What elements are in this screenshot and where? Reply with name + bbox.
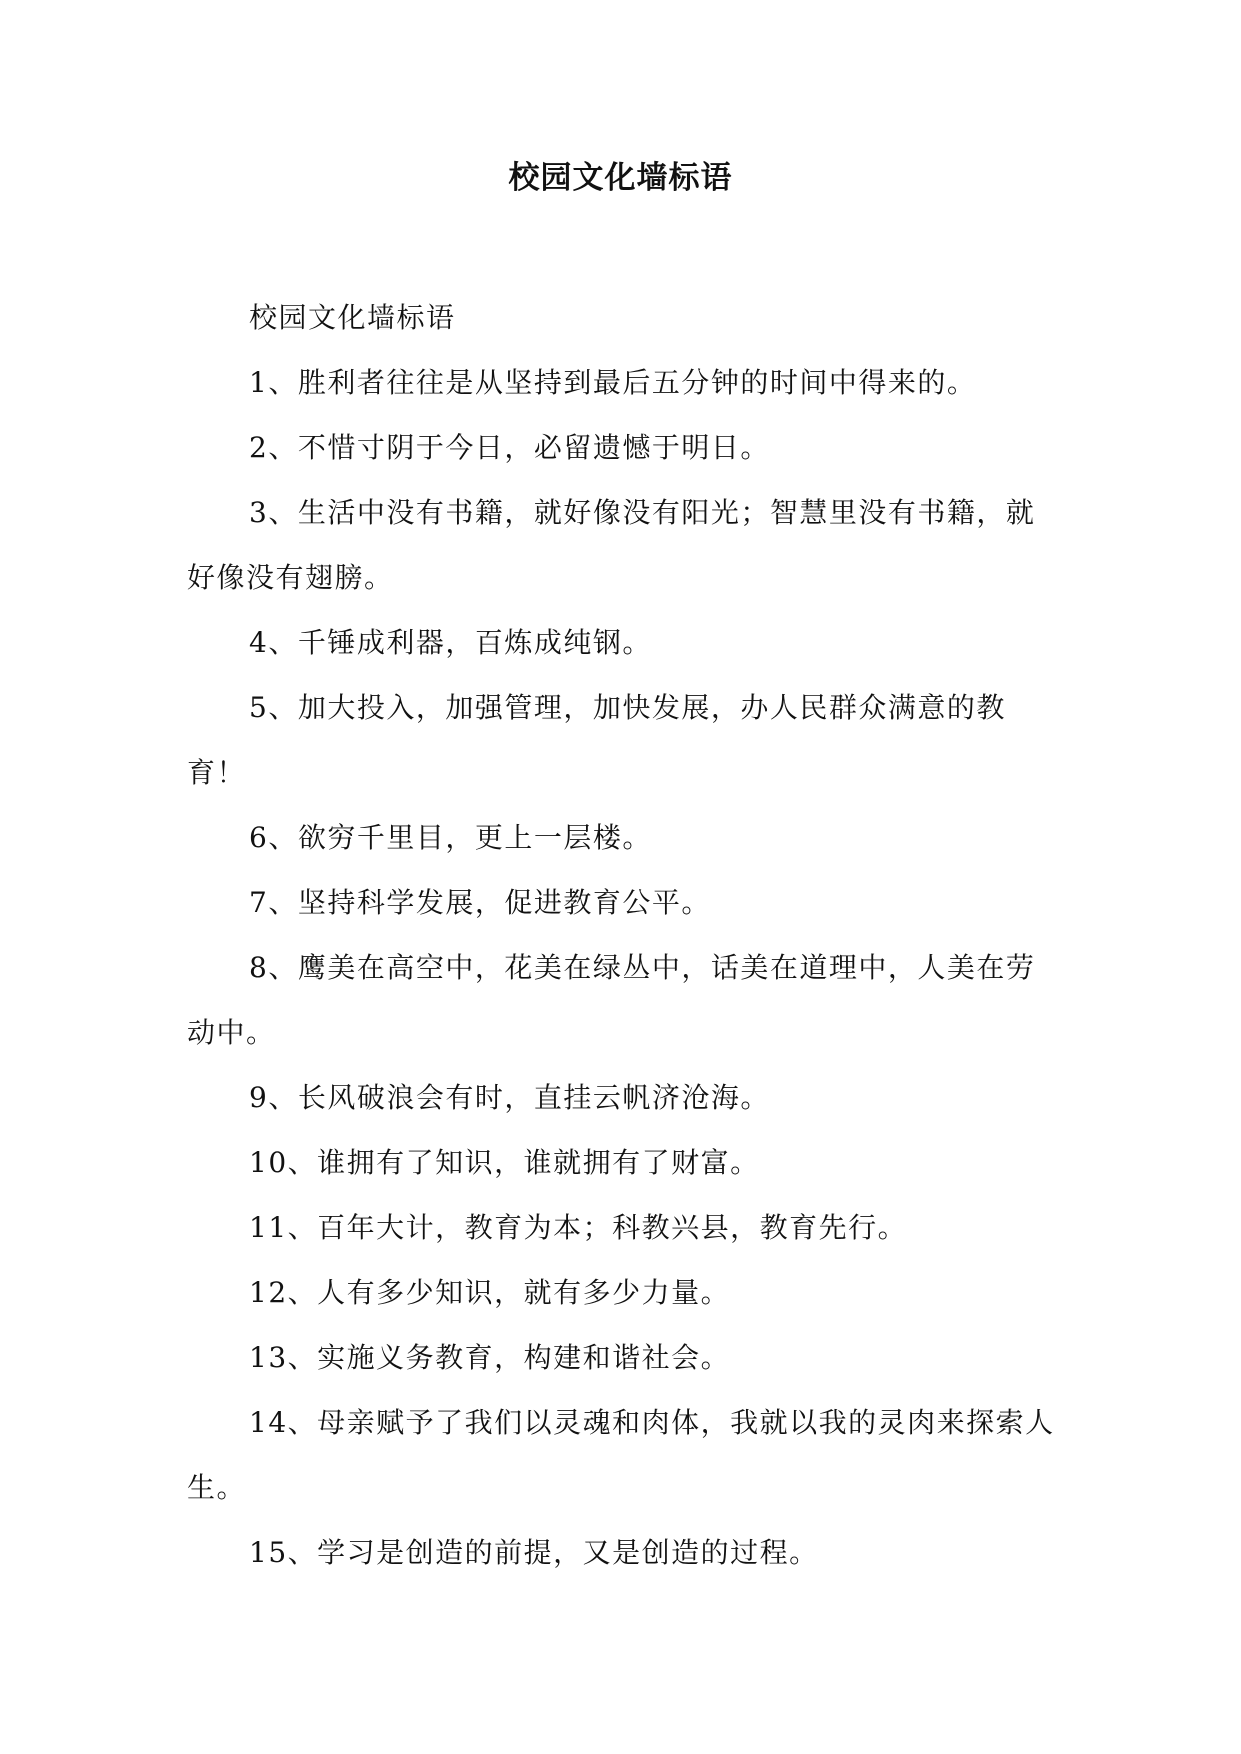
slogan-7: 7、坚持科学发展，促进教育公平。 [249, 886, 711, 919]
slogan-15: 15、学习是创造的前提，又是创造的过程。 [249, 1536, 819, 1569]
slogan-14: 14、母亲赋予了我们以灵魂和肉体，我就以我的灵肉来探索人生。 [187, 1406, 1055, 1504]
slogan-3: 3、生活中没有书籍，就好像没有阳光；智慧里没有书籍，就好像没有翅膀。 [187, 496, 1036, 594]
document-body [187, 285, 1057, 1585]
slogan-4: 4、千锤成利器，百炼成纯钢。 [249, 626, 652, 659]
slogan-11: 11、百年大计，教育为本；科教兴县，教育先行。 [249, 1211, 908, 1244]
slogan-10: 10、谁拥有了知识，谁就拥有了财富。 [249, 1146, 760, 1179]
slogan-2: 2、不惜寸阴于今日，必留遗憾于明日。 [249, 431, 770, 464]
document-title: 校园文化墙标语 [508, 160, 733, 196]
slogan-13: 13、实施义务教育，构建和谐社会。 [249, 1341, 731, 1374]
slogan-5: 5、加大投入，加强管理，加快发展，办人民群众满意的教育！ [187, 691, 1006, 789]
slogan-9: 9、长风破浪会有时，直挂云帆济沧海。 [249, 1081, 770, 1114]
paragraph-heading: 校园文化墙标语 [249, 301, 456, 334]
slogan-8: 8、鹰美在高空中，花美在绿丛中，话美在道理中，人美在劳动中。 [187, 951, 1036, 1049]
slogan-12: 12、人有多少知识，就有多少力量。 [249, 1276, 731, 1309]
slogan-1: 1、胜利者往往是从坚持到最后五分钟的时间中得来的。 [249, 366, 977, 399]
slogan-6: 6、欲穷千里目，更上一层楼。 [249, 821, 652, 854]
